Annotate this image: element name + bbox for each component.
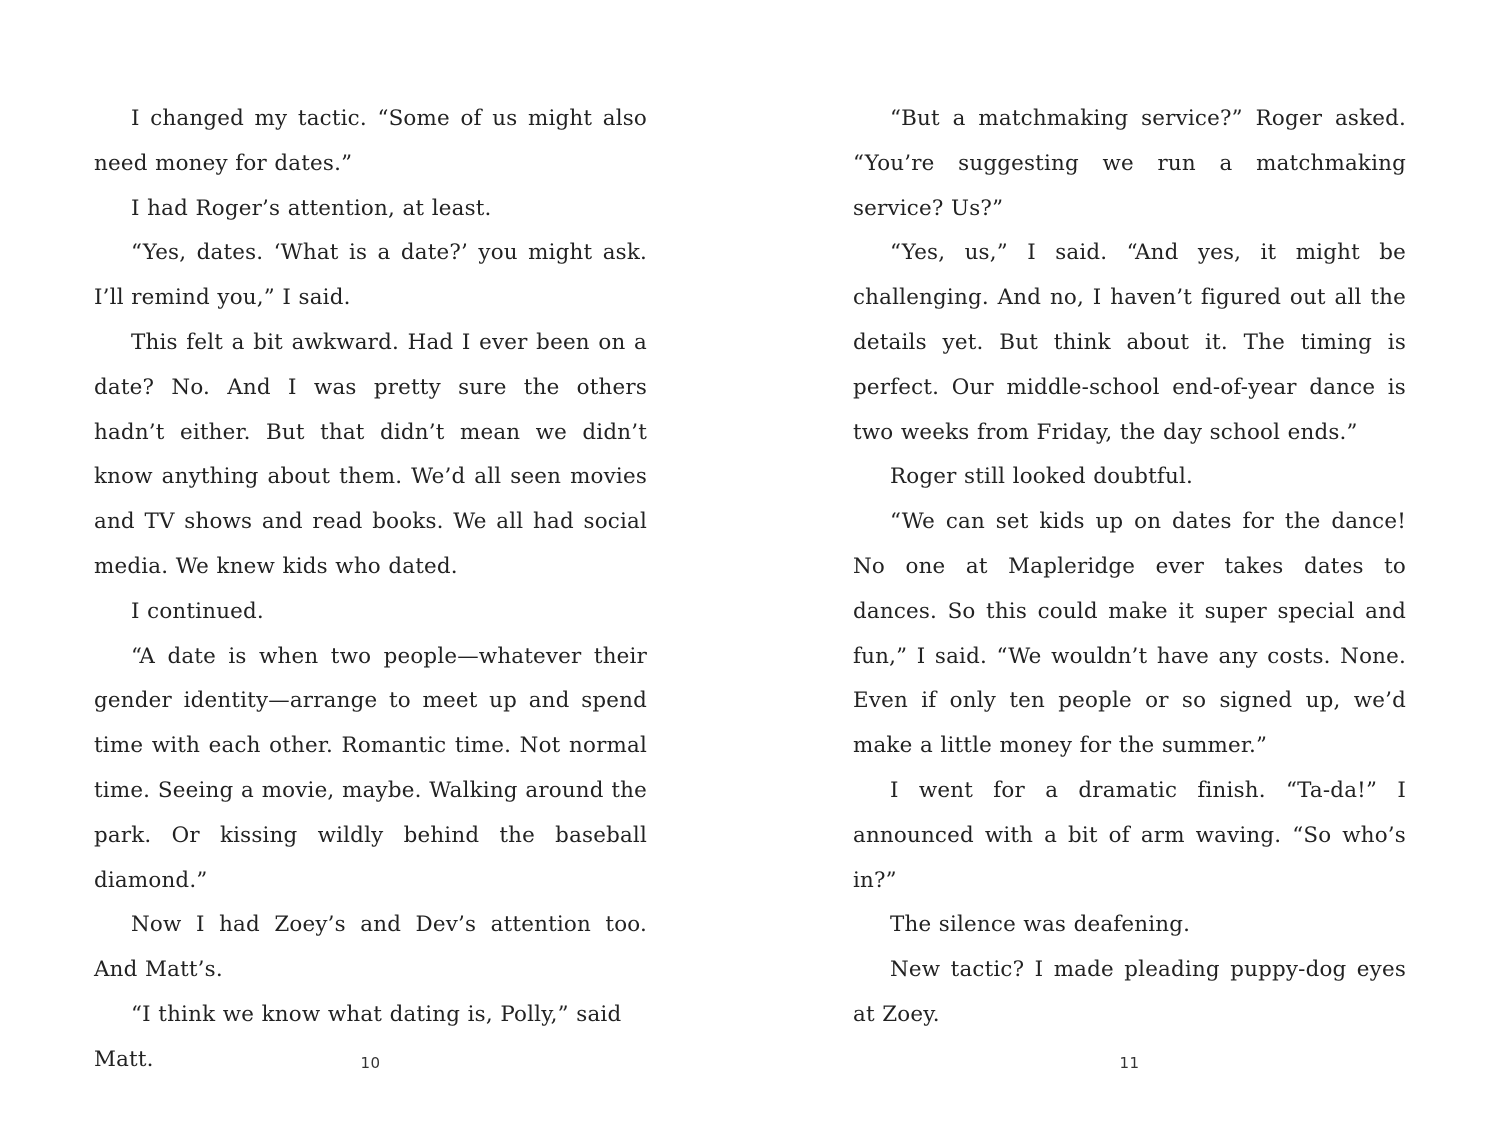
page-number-right: 11 bbox=[1119, 1054, 1140, 1072]
paragraph: “We can set kids up on dates for the dance! No one at Mapleridge ever takes dates to dances. So this could make it super special and fun,” I said. “We wouldn’t have any costs. None. Even if only ten people or so signed up, we’d make a little money for the summer.” bbox=[853, 509, 1406, 759]
right-page bbox=[853, 97, 1406, 1038]
paragraph: New tactic? I made pleading puppy-dog eyes at Zoey. bbox=[853, 957, 1406, 1027]
page-number-left: 10 bbox=[360, 1054, 381, 1072]
paragraph: “Yes, dates. ‘What is a date?’ you might ask. I’ll remind you,” I said. bbox=[94, 240, 647, 311]
paragraph: “But a matchmaking service?” Roger asked. “You’re suggesting we run a matchmaking service? Us?” bbox=[853, 106, 1406, 221]
paragraph: “Yes, us,” I said. “And yes, it might be challenging. And no, I haven’t figured out all the details yet. But think about it. The timing is perfect. Our middle-school end-of-year dance is two weeks from Friday, the day school ends.” bbox=[853, 240, 1406, 445]
paragraph: I continued. bbox=[131, 598, 264, 624]
paragraph: Roger still looked doubtful. bbox=[890, 464, 1194, 490]
paragraph: I had Roger’s attention, at least. bbox=[131, 195, 492, 221]
paragraph: Now I had Zoey’s and Dev’s attention too. And Matt’s. bbox=[94, 912, 647, 983]
paragraph: The silence was deafening. bbox=[890, 912, 1191, 938]
paragraph: I changed my tactic. “Some of us might also need money for dates.” bbox=[94, 106, 647, 176]
paragraph: This felt a bit awkward. Had I ever been on a date? No. And I was pretty sure the others hadn’t either. But that didn’t mean we didn’t know anything about them. We’d all seen movies and TV shows and read books. We all had social media. We knew kids who dated. bbox=[94, 329, 647, 579]
paragraph: “A date is when two people—whatever their gender identity—arrange to meet up and spend time with each other. Romantic time. Not normal time. Seeing a movie, maybe. Walking around the park. Or kissing wildly behind the baseball diamond.” bbox=[94, 643, 647, 893]
left-page bbox=[94, 97, 647, 1083]
paragraph: I went for a dramatic finish. “Ta-da!” I announced with a bit of arm waving. “So who’s in?” bbox=[853, 777, 1406, 893]
paragraph: “I think we know what dating is, Polly,” said Matt. bbox=[94, 1001, 622, 1072]
